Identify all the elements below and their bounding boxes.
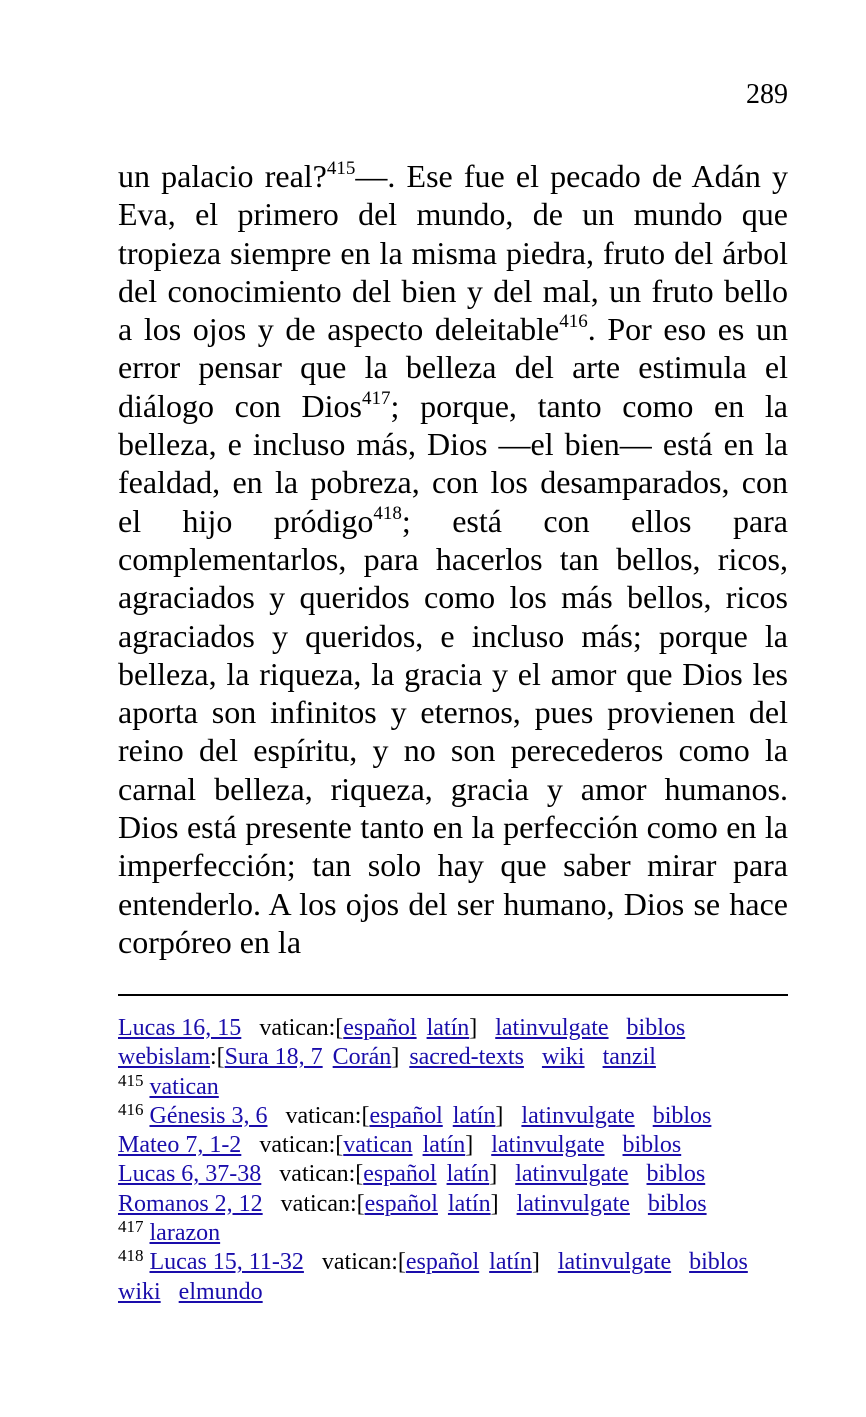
- biblos-link[interactable]: biblos: [647, 1190, 707, 1217]
- vatican-label: vatican:[: [280, 1190, 365, 1217]
- latinvulgate-link[interactable]: latinvulgate: [521, 1102, 635, 1129]
- footnote-418: [118, 1248, 798, 1277]
- spanish-link[interactable]: español: [364, 1190, 438, 1217]
- latin-link[interactable]: latín: [426, 1015, 470, 1041]
- bracket-close: ]: [489, 1161, 498, 1188]
- latin-link[interactable]: latín: [452, 1102, 496, 1129]
- vatican-label: vatican:[: [259, 1015, 344, 1041]
- larazon-link[interactable]: larazon: [149, 1220, 221, 1247]
- body-text: un palacio real?: [118, 158, 327, 194]
- bible-ref-link[interactable]: Mateo 7, 1-2: [118, 1132, 242, 1159]
- latinvulgate-link[interactable]: latinvulgate: [491, 1132, 605, 1159]
- biblos-link[interactable]: biblos: [622, 1132, 682, 1159]
- sacred-texts-link[interactable]: sacred-texts: [409, 1044, 524, 1071]
- footnote-line: [118, 1278, 798, 1307]
- body-text: ; porque, tanto como en la belleza, e incluso más, Dios —el bien— está en la fealdad, en la pobreza, con los desamparados, con el hijo pródigo: [118, 387, 789, 539]
- body-text: ; está con ellos para complementarlos, para hacerlos tan bellos, ricos, agraciados y queridos como los más bellos, ricos agraciados y queridos, e incluso más; porque la belleza, la riqueza, la gracia y el amor que Dios les aporta son infinitos y eternos, pues provienen del reino del espíritu, y no son perecederos como la carnal belleza, riqueza, gracia y amor humanos. Dios está presente tanto en la perfección como en la imperfección; tan solo hay que saber mirar para entenderlo. A los ojos del ser humano, Dios se hace corpóreo en la: [118, 502, 789, 960]
- latin-link[interactable]: latín: [422, 1132, 466, 1159]
- elmundo-link[interactable]: elmundo: [178, 1278, 263, 1305]
- bracket-close: ]: [465, 1132, 474, 1159]
- body-text: —. Ese fue el pecado de Adán y Eva, el primero del mundo, de un mundo que tropieza siempre en la misma piedra, fruto del árbol del conocimiento del bien y del mal, un fruto bello a los ojos y de aspecto deleitable: [118, 158, 789, 348]
- latinvulgate-link[interactable]: latinvulgate: [557, 1249, 672, 1276]
- bible-ref-link[interactable]: Lucas 16, 15: [118, 1015, 242, 1041]
- vatican-link[interactable]: vatican: [149, 1073, 219, 1100]
- sura-link[interactable]: Sura 18, 7: [224, 1044, 323, 1071]
- body-text: . Por eso es un error pensar que la belleza del arte estimula el diálogo con Dios: [118, 311, 789, 424]
- footnote-ref-415[interactable]: 415: [326, 158, 356, 179]
- latinvulgate-link[interactable]: latinvulgate: [495, 1015, 609, 1041]
- footnote-number: 416: [118, 1099, 144, 1119]
- footnote-416: [118, 1099, 798, 1131]
- bible-ref-link[interactable]: Génesis 3, 6: [149, 1102, 268, 1129]
- footnote-line: [118, 1160, 798, 1189]
- biblos-link[interactable]: biblos: [626, 1015, 686, 1041]
- footnote-number: 415: [118, 1070, 144, 1090]
- webislam-link[interactable]: webislam: [118, 1044, 210, 1071]
- latin-link[interactable]: latín: [447, 1190, 491, 1217]
- biblos-link[interactable]: biblos: [689, 1249, 748, 1276]
- body-paragraph: [118, 157, 788, 961]
- footnote-line: [118, 1131, 798, 1160]
- footnote-417: [118, 1219, 798, 1248]
- spanish-link[interactable]: español: [363, 1161, 437, 1188]
- bible-ref-link[interactable]: Romanos 2, 12: [118, 1190, 263, 1217]
- vatican-link[interactable]: vatican: [343, 1132, 413, 1159]
- latinvulgate-link[interactable]: latinvulgate: [516, 1190, 630, 1217]
- latin-link[interactable]: latín: [446, 1161, 490, 1188]
- footnote-415: [118, 1070, 798, 1102]
- footnote-number: 418: [118, 1246, 144, 1266]
- footnote-ref-418[interactable]: 418: [373, 502, 402, 524]
- bible-ref-link[interactable]: Lucas 6, 37-38: [118, 1161, 262, 1188]
- spanish-link[interactable]: español: [369, 1102, 443, 1129]
- bible-ref-link[interactable]: Lucas 15, 11-32: [149, 1249, 304, 1276]
- bracket-close: ]: [391, 1044, 400, 1071]
- latin-link[interactable]: latín: [489, 1249, 532, 1276]
- footnote-number: 417: [118, 1217, 144, 1237]
- footnote-separator: [118, 994, 788, 996]
- footnote-line: [118, 1190, 798, 1219]
- footnote-ref-417[interactable]: 417: [362, 387, 391, 409]
- bracket-close: ]: [490, 1190, 499, 1217]
- bracket-open: :[: [209, 1044, 225, 1071]
- wiki-link[interactable]: wiki: [541, 1044, 585, 1071]
- bracket-close: ]: [469, 1015, 478, 1041]
- wiki-link[interactable]: wiki: [118, 1278, 161, 1305]
- footnote-ref-416[interactable]: 416: [559, 311, 588, 333]
- bracket-close: ]: [495, 1102, 504, 1129]
- page-number: 289: [746, 79, 788, 110]
- biblos-link[interactable]: biblos: [646, 1161, 706, 1188]
- spanish-link[interactable]: español: [343, 1015, 417, 1041]
- vatican-label: vatican:[: [321, 1249, 406, 1276]
- latinvulgate-link[interactable]: latinvulgate: [515, 1161, 629, 1188]
- vatican-label: vatican:[: [279, 1161, 364, 1188]
- bracket-close: ]: [531, 1249, 540, 1276]
- vatican-label: vatican:[: [285, 1102, 370, 1129]
- footnote-line: [118, 1043, 798, 1072]
- footnote-line: [118, 1014, 798, 1043]
- tanzil-link[interactable]: tanzil: [602, 1044, 656, 1071]
- spanish-link[interactable]: español: [405, 1249, 480, 1276]
- vatican-label: vatican:[: [259, 1132, 344, 1159]
- biblos-link[interactable]: biblos: [652, 1102, 712, 1129]
- footnotes: [118, 1014, 798, 1307]
- coran-link[interactable]: Corán: [332, 1044, 392, 1071]
